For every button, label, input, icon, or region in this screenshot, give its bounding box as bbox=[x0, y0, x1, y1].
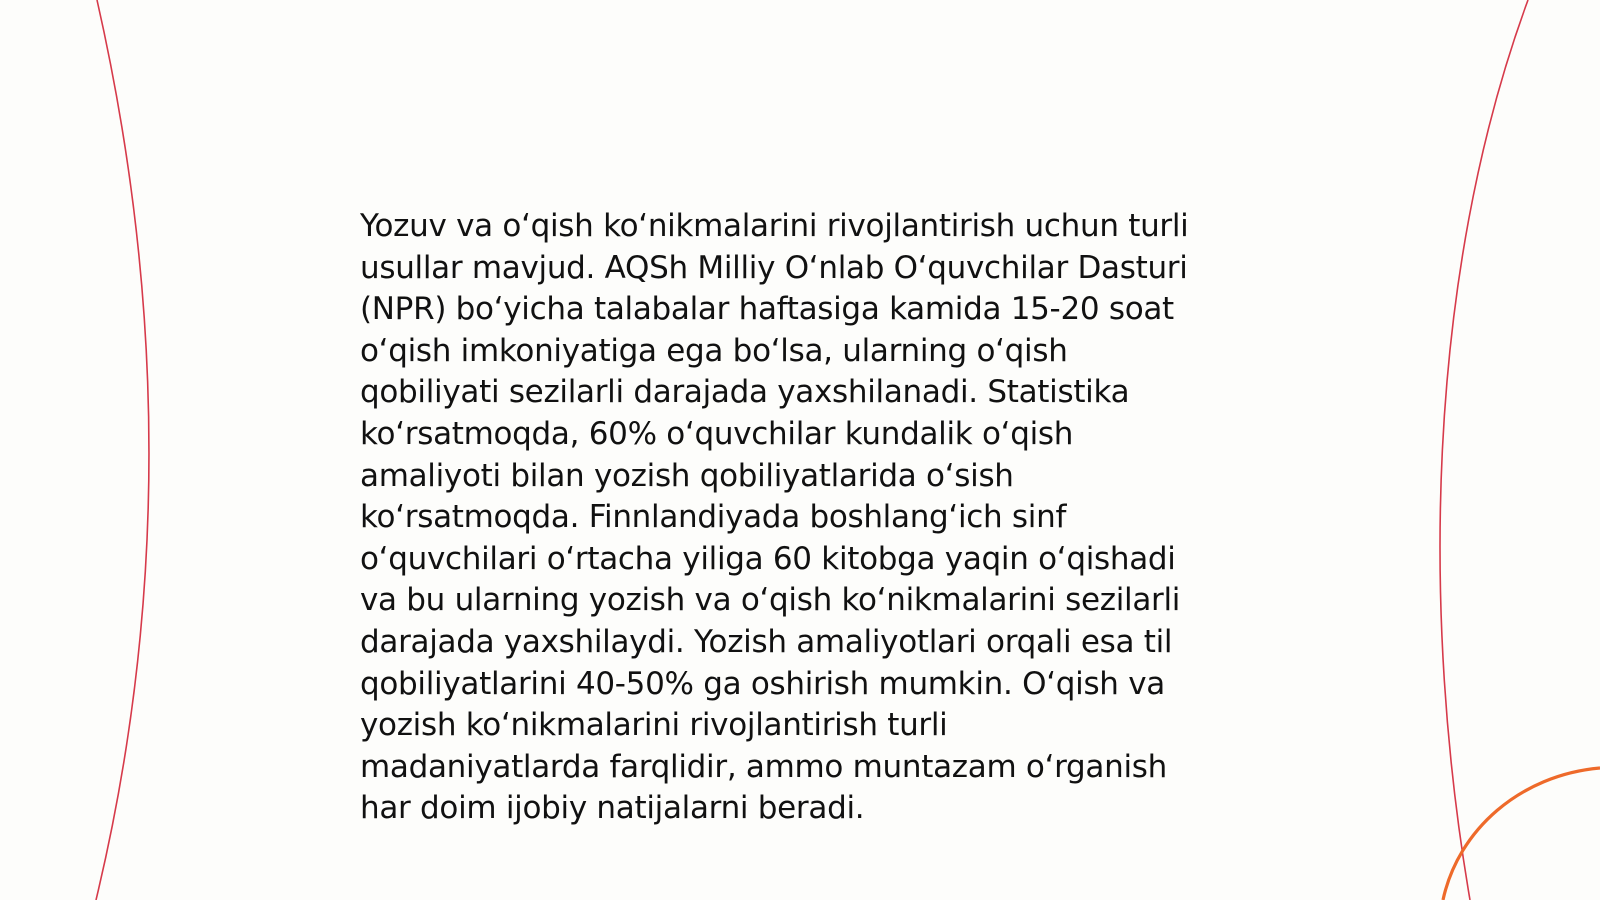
body-text-line: Yozuv va o‘qish ko‘nikmalarini rivojlantirish uchun turli bbox=[360, 208, 1189, 244]
body-text-line: qobiliyati sezilarli darajada yaxshilanadi. Statistika bbox=[360, 374, 1130, 411]
body-text-line: amaliyoti bilan yozish qobiliyatlarida o‘sish bbox=[360, 457, 1014, 494]
body-text-line: o‘qish imkoniyatiga ega bo‘lsa, ularning o‘qish bbox=[360, 332, 1068, 369]
body-text-line: ko‘rsatmoqda, 60% o‘quvchilar kundalik o‘qish bbox=[360, 415, 1074, 452]
body-text-line: yozish ko‘nikmalarini rivojlantirish turli bbox=[360, 707, 948, 744]
body-text-line: qobiliyatlarini 40-50% ga oshirish mumkin. O‘qish va bbox=[360, 665, 1165, 702]
body-text-line: darajada yaxshilaydi. Yozish amaliyotlari orqali esa til bbox=[360, 623, 1173, 660]
body-text-line: usullar mavjud. AQSh Milliy O‘nlab O‘quvchilar Dasturi bbox=[360, 249, 1188, 286]
body-text-line: (NPR) bo‘yicha talabalar haftasiga kamida 15-20 soat bbox=[360, 291, 1174, 328]
body-text-line: va bu ularning yozish va o‘qish ko‘nikmalarini sezilarli bbox=[360, 582, 1181, 619]
left-curve-line bbox=[96, 0, 149, 900]
right-curve-line bbox=[1440, 0, 1528, 900]
body-text-line: o‘quvchilari o‘rtacha yiliga 60 kitobga yaqin o‘qishadi bbox=[360, 540, 1176, 577]
body-text-line: har doim ijobiy natijalarni beradi. bbox=[360, 790, 865, 827]
body-text-line: ko‘rsatmoqda. Finnlandiyada boshlang‘ich sinf bbox=[360, 499, 1067, 536]
body-text-line: madaniyatlarda farqlidir, ammo muntazam o‘rganish bbox=[360, 748, 1167, 785]
body-text bbox=[360, 206, 1240, 830]
corner-circle-arc bbox=[1443, 768, 1600, 900]
